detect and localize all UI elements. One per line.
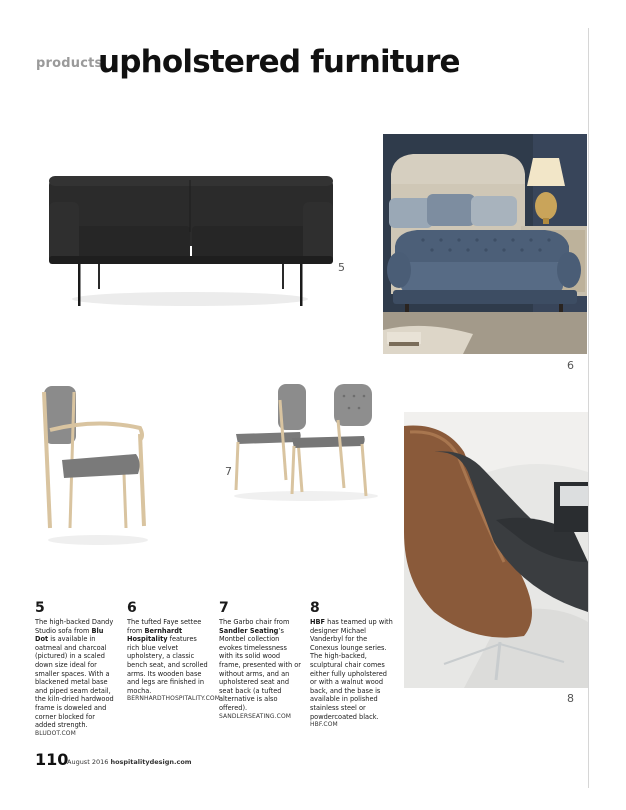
page-number: 110 <box>35 750 69 769</box>
issue-date: August 2016 <box>67 758 109 766</box>
settee-room-photo <box>383 134 587 354</box>
caption-url: HBF.COM <box>310 721 338 729</box>
garbo-side-chairs-photo <box>226 380 388 502</box>
sofa-photo <box>40 160 340 310</box>
figure-number-7: 7 <box>225 465 232 478</box>
caption-brand: HBF <box>310 618 326 626</box>
caption-url: BERNHARDTHOSPITALITY.COM <box>127 695 220 703</box>
section-label: products <box>36 56 103 71</box>
caption-text: has teamed up with designer Michael Vanderbyl for the Conexus lounge series. The high-backed, sculptural chair comes either fully upholstered or with a walnut wood back, and the base is available in polished stainless steel or powdercoated black. <box>310 618 393 721</box>
figure-number-5: 5 <box>338 261 345 274</box>
caption-brand: Bernhardt Hospitality <box>127 626 183 644</box>
caption-text: The high-backed Dandy Studio sofa from <box>35 618 114 635</box>
caption-text: ’s Montbel collection evokes timelessness with its solid wood frame, presented with or without arms, and an upholstered seat and seat back (a tufted alternative is also offered). <box>219 626 301 712</box>
caption-5 <box>35 601 117 738</box>
caption-8 <box>310 601 394 730</box>
armchair-illustration <box>36 378 160 546</box>
garbo-armchair-photo <box>36 378 160 546</box>
lounge-chair-photo <box>404 412 588 688</box>
sofa-illustration <box>40 160 340 310</box>
side-chairs-illustration <box>226 380 388 502</box>
page-title: upholstered furniture <box>98 44 460 80</box>
folio-meta <box>67 758 192 766</box>
settee-illustration <box>383 134 587 354</box>
caption-text: The tufted Faye settee from <box>127 618 202 635</box>
caption-text: The Garbo chair from <box>219 618 290 626</box>
caption-number: 7 <box>219 600 229 616</box>
caption-brand: Blu Dot <box>35 626 104 644</box>
caption-url: SANDLERSEATING.COM <box>219 712 292 720</box>
caption-number: 6 <box>127 600 137 616</box>
figure-number-6: 6 <box>567 359 574 372</box>
lounge-chair-illustration <box>404 412 588 688</box>
figure-number-8: 8 <box>567 692 574 705</box>
caption-text: is available in oatmeal and charcoal (pictured) in a scaled down size ideal for smaller spaces. With a blackened metal base and piped seam detail, the kiln-dried hardwood frame is doweled and corner blocked for added strength. <box>35 635 114 730</box>
caption-6 <box>127 600 220 704</box>
caption-number: 8 <box>310 600 320 616</box>
caption-number: 5 <box>35 600 45 616</box>
site-name: hospitalitydesign.com <box>110 758 192 766</box>
caption-7 <box>219 601 301 721</box>
page-gutter-line <box>588 28 589 788</box>
caption-url: BLUDOT.COM <box>35 729 76 737</box>
caption-brand: Sandler Seating <box>219 626 279 635</box>
caption-text: features rich blue velvet upholstery, a classic bench seat, and scrolled arms. Its wooden base and legs are finished in mocha. <box>127 635 208 695</box>
